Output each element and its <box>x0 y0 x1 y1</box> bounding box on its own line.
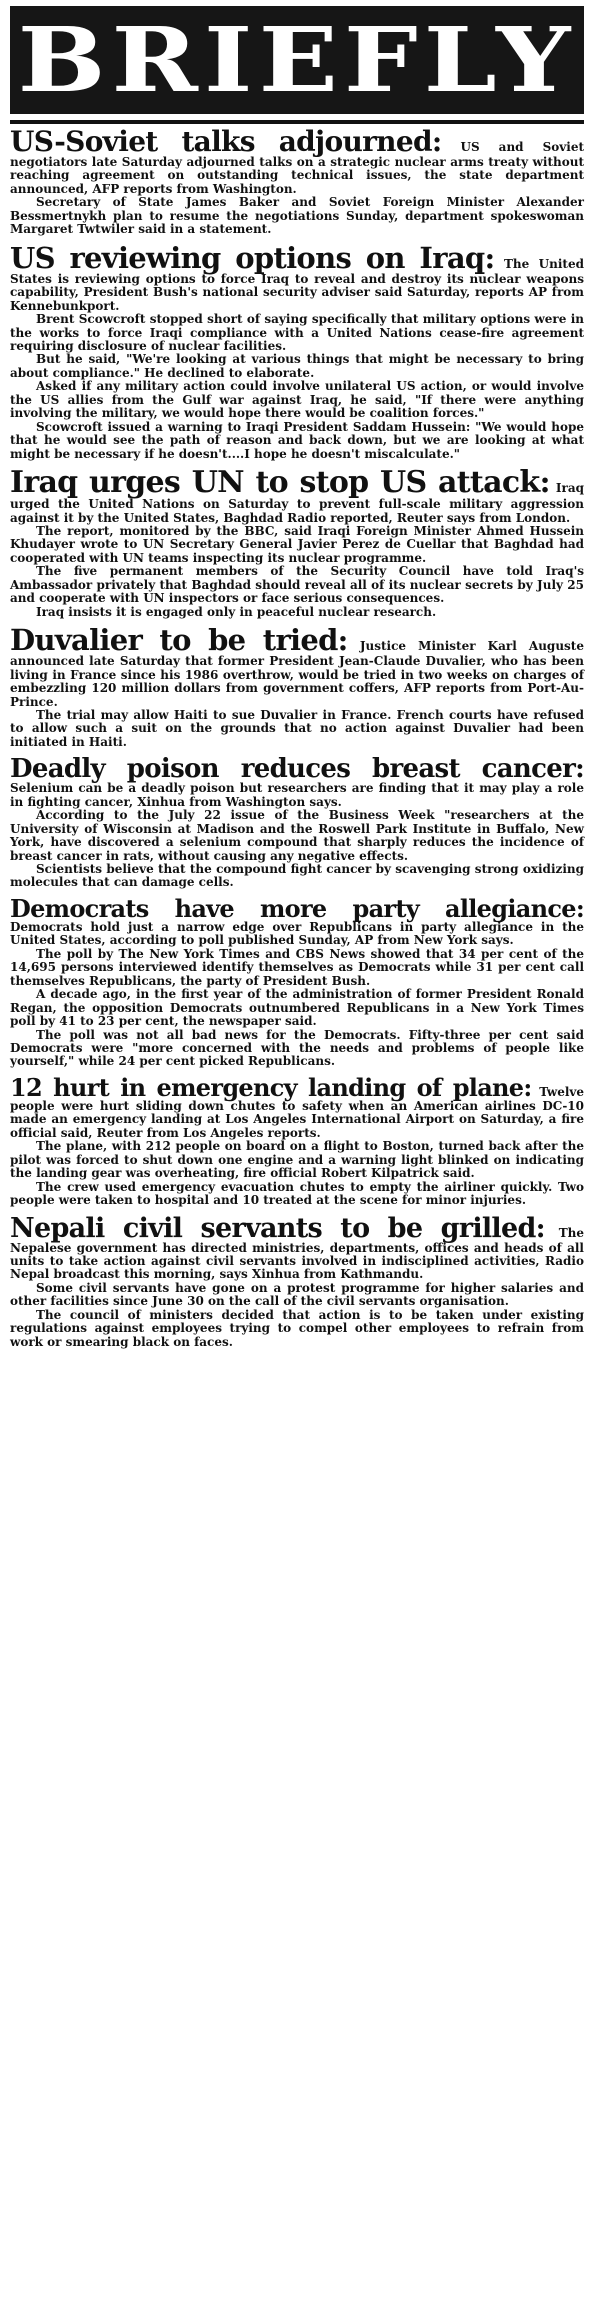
story-duvalier-to-be-tried <box>10 623 584 749</box>
masthead-title: BRIEFLY <box>17 6 577 113</box>
story-headline: 12 hurt in emergency landing of plane: <box>10 1072 532 1102</box>
story-paragraph: The plane, with 212 people on board on a flight to Boston, turned back after the pilot was forced to shut down one engine and a warning light blinked on indicating the landing gear was overheating, fire official Robert Kilpatrick said. <box>10 1139 584 1181</box>
story-paragraph: The trial may allow Haiti to sue Duvalier in France. French courts have refused to allow such a suit on the grounds that no action against Duvalier had been initiated in Haiti. <box>10 707 584 749</box>
story-paragraph: The poll by The New York Times and CBS News showed that 34 per cent of the 14,695 persons interviewed identify themselves as Democrats while 31 per cent call themselves Republicans, the party of President Bush. <box>10 946 584 988</box>
story-lede <box>10 756 584 809</box>
story-lede-text: Twelve people were hurt sliding down chutes to safety when an American airlines DC-10 made an emergency landing at Los Angeles International Airport on Saturday, a fire official said, Reuter from Los Angeles reports. <box>10 1084 584 1140</box>
masthead <box>10 6 584 114</box>
story-paragraph: The council of ministers decided that action is to be taken under existing regulations against employees trying to compel other employees to refrain from work or smearing black on faces. <box>10 1307 584 1349</box>
story-lede <box>10 465 584 525</box>
story-iraq-urges-un <box>10 465 584 619</box>
story-us-soviet-talks <box>10 125 584 237</box>
story-headline: Nepali civil servants to be grilled: <box>10 1212 545 1244</box>
story-headline: US-Soviet talks adjourned: <box>10 125 442 158</box>
story-paragraph: According to the July 22 issue of the Business Week "researchers at the University of Wisconsin at Madison and the Roswell Park Institute in Buffalo, New York, have discovered a selenium compound that sharply reduces the incidence of breast cancer in rats, without causing any negative effects. <box>10 808 584 863</box>
story-lede-text: The United States is reviewing options to force Iraq to reveal and destroy its nuclear weapons capability, President Bush's national security adviser said Saturday, reports AP from Kennebunkport. <box>10 256 584 313</box>
story-headline: Democrats have more party allegiance: <box>10 893 584 923</box>
story-us-reviewing-options <box>10 240 584 461</box>
story-paragraph: A decade ago, in the first year of the administration of former President Ronald Regan, the opposition Democrats outnumbered Republicans in a New York Times poll by 41 to 23 per cent, the newspaper said. <box>10 987 584 1029</box>
masthead-rule <box>10 120 584 124</box>
story-lede-text: Justice Minister Karl Auguste announced late Saturday that former President Jean-Claude Duvalier, who has been living in France since his 1986 overthrow, would be tried in two weeks on charges of embezzling 120 million dollars from government coffers, AFP reports from Port-Au-Prince. <box>10 639 584 709</box>
story-headline: Iraq urges UN to stop US attack: <box>10 465 550 501</box>
story-paragraph: The crew used emergency evacuation chutes to empty the airliner quickly. Two people were taken to hospital and 10 treated at the scene for minor injuries. <box>10 1179 584 1208</box>
story-lede-text: Selenium can be a deadly poison but researchers are finding that it may play a role in fighting cancer, Xinhua from Washington says. <box>10 781 584 809</box>
story-headline: Deadly poison reduces breast cancer: <box>10 754 584 785</box>
story-paragraph: Scientists believe that the compound fight cancer by scavenging strong oxidizing molecules that can damage cells. <box>10 862 584 890</box>
story-paragraph: Asked if any military action could involve unilateral US action, or would involve the US allies from the Gulf war against Iraq, he said, "If there were anything involving the military, we would hope there would be coalition forces." <box>10 379 584 421</box>
story-lede-text: The Nepalese government has directed ministries, departments, offices and heads of all units to take action against civil servants involved in indisciplined activities, Radio Nepal broadcast this morning, says Xinhua from Kathmandu. <box>10 1225 584 1282</box>
story-lede <box>10 623 584 709</box>
story-headline: Duvalier to be tried: <box>10 623 348 658</box>
story-paragraph: But he said, "We're looking at various things that might be necessary to bring about compliance." He declined to elaborate. <box>10 352 584 380</box>
story-lede-text: US and Soviet negotiators late Saturday adjourned talks on a strategic nuclear arms treaty without reaching agreement on outstanding technical issues, the state department announced, AFP reports from Washington. <box>10 140 584 196</box>
story-paragraph: Secretary of State James Baker and Soviet Foreign Minister Alexander Bessmertnykh plan to resume the negotiations Sunday, department spokeswoman Margaret Twtwiler said in a statement. <box>10 195 584 237</box>
story-paragraph: Some civil servants have gone on a protest programme for higher salaries and other facilities since June 30 on the call of the civil servants organisation. <box>10 1280 584 1309</box>
story-lede-text: Iraq urged the United Nations on Saturday to prevent full-scale military aggression against it by the United States, Baghdad Radio reported, Reuter says from London. <box>10 481 584 525</box>
story-lede-text: Democrats hold just a narrow edge over Republicans in party allegiance in the United States, according to poll published Sunday, AP from New York says. <box>10 919 584 948</box>
story-nepali-civil-servants <box>10 1212 584 1350</box>
story-lede <box>10 1072 584 1140</box>
story-paragraph: Scowcroft issued a warning to Iraqi President Saddam Hussein: "We would hope that he would see the path of reason and back down, but we are looking at what might be necessary if he doesn't....I hope he doesn't miscalculate." <box>10 419 584 461</box>
story-paragraph: The report, monitored by the BBC, said Iraqi Foreign Minister Ahmed Hussein Khudayer wrote to UN Secretary General Javier Perez de Cuellar that Baghdad had cooperated with UN teams inspecting its nuclear programme. <box>10 523 584 565</box>
story-lede <box>10 125 584 196</box>
story-deadly-poison <box>10 756 584 890</box>
story-lede <box>10 240 584 313</box>
story-lede <box>10 1212 584 1282</box>
story-emergency-landing <box>10 1072 584 1208</box>
story-lede <box>10 893 584 948</box>
story-paragraph: The five permanent members of the Security Council have told Iraq's Ambassador privately that Baghdad should reveal all of its nuclear secrets by July 25 and cooperate with UN inspectors or face serious consequences. <box>10 564 584 606</box>
story-democrats-allegiance <box>10 893 584 1069</box>
story-paragraph: The poll was not all bad news for the Democrats. Fifty-three per cent said Democrats were "more concerned with the needs and problems of people like yourself," while 24 per cent picked Republicans. <box>10 1027 584 1069</box>
story-paragraph: Iraq insists it is engaged only in peaceful nuclear research. <box>36 604 437 619</box>
story-paragraph: Brent Scowcroft stopped short of saying specifically that military options were in the works to force Iraqi compliance with a United Nations cease-fire agreement requiring disclosure of nuclear facilities. <box>10 312 584 353</box>
story-headline: US reviewing options on Iraq: <box>10 240 495 275</box>
